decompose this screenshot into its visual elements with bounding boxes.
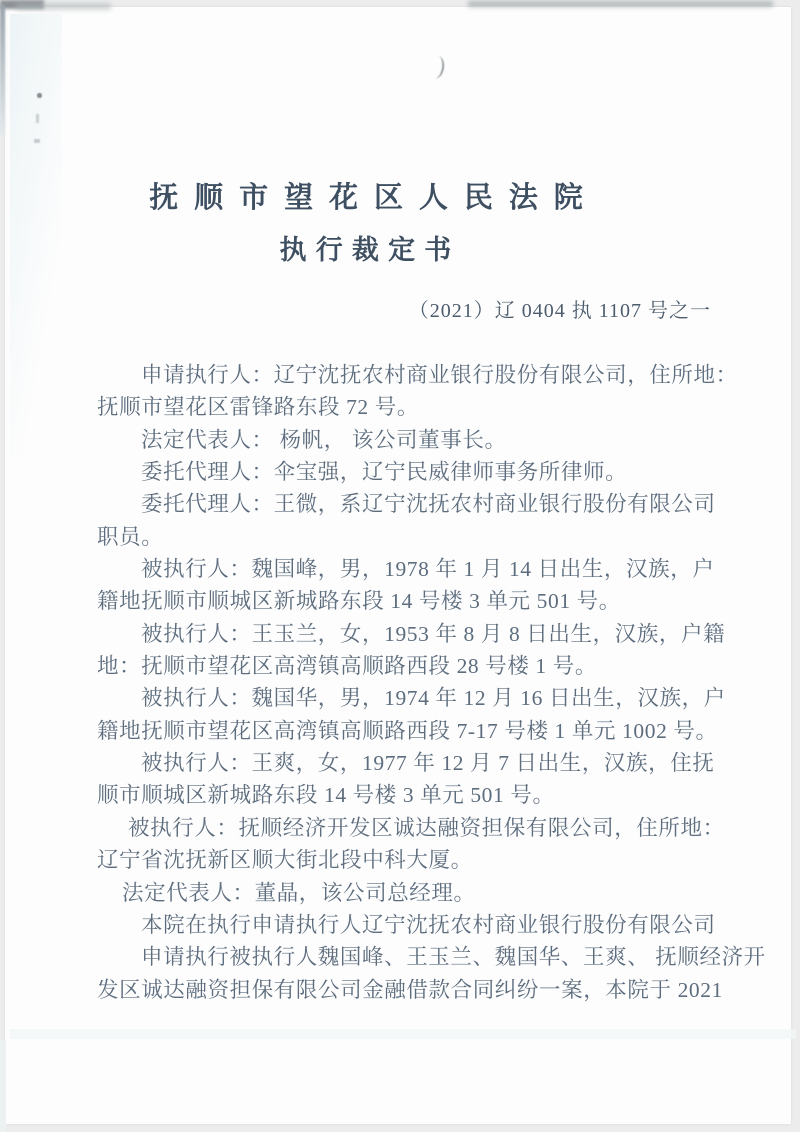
body-line: 法定代表人：董晶，该公司总经理。	[122, 880, 476, 905]
body-line: 顺市顺城区新城路东段 14 号楼 3 单元 501 号。	[97, 783, 555, 808]
document-body	[97, 359, 766, 1006]
body-line: 辽宁省沈抚新区顺大街北段中科大厦。	[97, 848, 473, 873]
body-line: 抚顺市望花区雷锋路东段 72 号。	[97, 395, 419, 420]
body-line: 籍地抚顺市望花区高湾镇高顺路西段 7-17 号楼 1 单元 1002 号。	[97, 718, 718, 743]
body-line: 职员。	[97, 524, 164, 549]
body-line: 委托代理人：王微，系辽宁沈抚农村商业银行股份有限公司	[141, 492, 716, 517]
body-line: 被执行人：王爽，女，1977 年 12 月 7 日出生，汉族，住抚	[141, 751, 715, 776]
body-line: 申请执行人：辽宁沈抚农村商业银行股份有限公司，住所地：	[141, 363, 738, 387]
body-line: 籍地抚顺市顺城区新城路东段 14 号楼 3 单元 501 号。	[97, 589, 621, 614]
body-line: 被执行人：魏国华，男，1974 年 12 月 16 日出生，汉族，户	[141, 686, 726, 711]
case-number: （2021）辽 0404 执 1107 号之一	[408, 300, 711, 322]
body-line: 法定代表人： 杨帆， 该公司董事长。	[141, 427, 507, 452]
body-line: 地：抚顺市望花区高湾镇高顺路西段 28 号楼 1 号。	[97, 654, 597, 679]
body-line: 申请执行被执行人魏国峰、王玉兰、魏国华、王爽、 抚顺经济开	[141, 945, 766, 970]
court-name: 抚顺市望花区人民法院	[149, 182, 599, 214]
body-line: 委托代理人：伞宝强，辽宁民威律师事务所律师。	[141, 460, 628, 485]
document-title: 执行裁定书	[279, 235, 461, 265]
body-line: 被执行人：王玉兰，女，1953 年 8 月 8 日出生，汉族，户籍	[141, 621, 726, 646]
body-line: 发区诚达融资担保有限公司金融借款合同纠纷一案，本院于 2021	[97, 977, 723, 1002]
body-line: 被执行人：魏国峰，男，1978 年 1 月 14 日出生，汉族，户	[141, 557, 715, 582]
paper-sheet	[5, 7, 791, 1124]
body-line: 本院在执行申请执行人辽宁沈抚农村商业银行股份有限公司	[141, 912, 716, 937]
body-line: 被执行人：抚顺经济开发区诚达融资担保有限公司，住所地：	[128, 815, 725, 840]
scan-crease	[10, 1029, 796, 1039]
